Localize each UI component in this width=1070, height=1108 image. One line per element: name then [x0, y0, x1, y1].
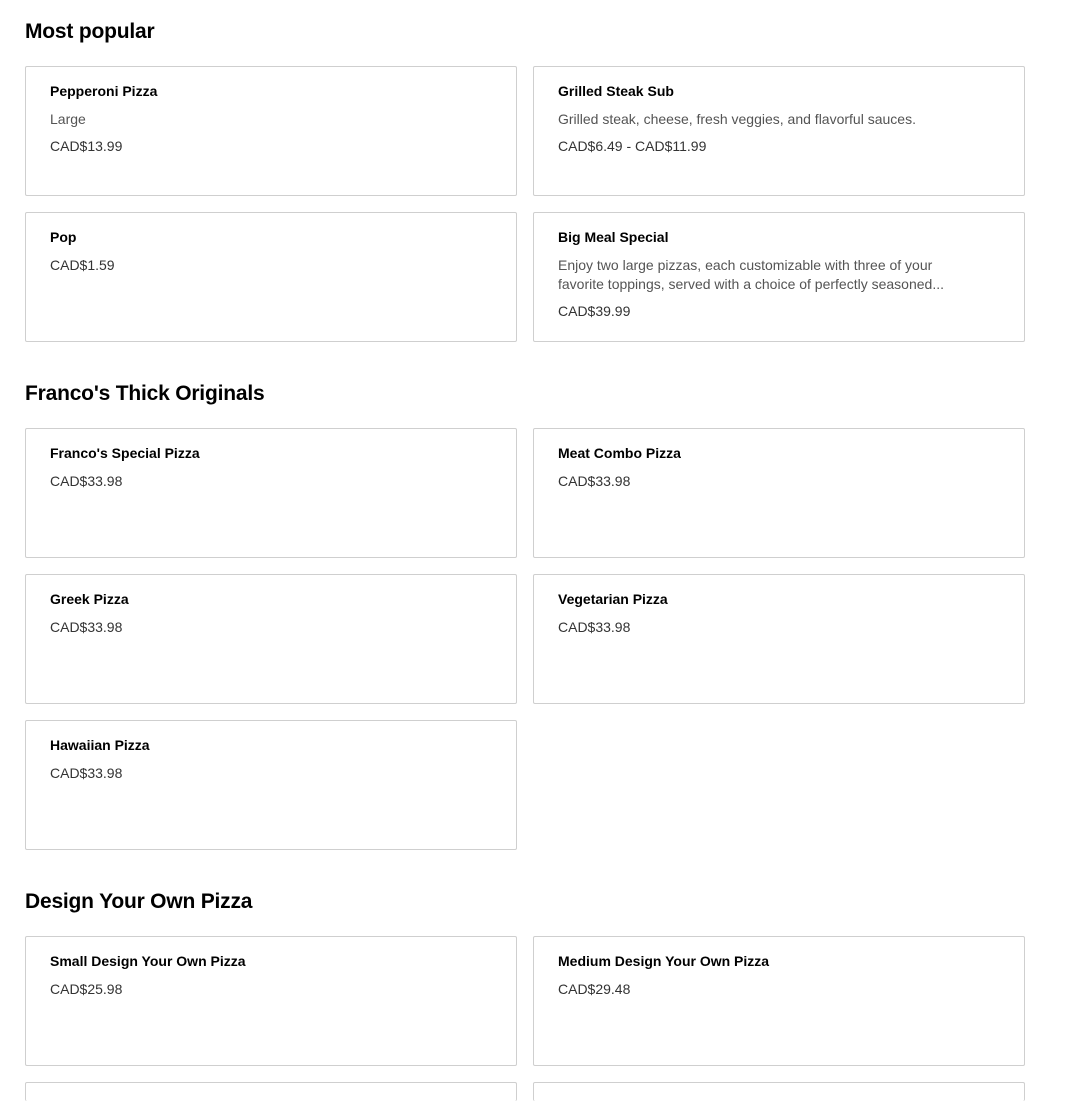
menu-item-name: Meat Combo Pizza [558, 445, 681, 461]
menu-item-card[interactable] [533, 574, 1025, 704]
menu-item-description: Enjoy two large pizzas, each customizable with three of your favorite toppings, served with a choice of perfectly seasoned... [558, 257, 944, 292]
menu-item-card-partial[interactable] [533, 1082, 1025, 1101]
menu-item-name: Small Design Your Own Pizza [50, 953, 246, 969]
menu-item-card[interactable] [25, 936, 517, 1066]
section-title-design-your-own-pizza: Design Your Own Pizza [25, 890, 253, 913]
menu-item-price: CAD$6.49 - CAD$11.99 [558, 138, 707, 154]
menu-item-card[interactable] [25, 428, 517, 558]
menu-item-card[interactable] [533, 936, 1025, 1066]
menu-item-name: Big Meal Special [558, 229, 669, 245]
menu-item-price: CAD$33.98 [50, 473, 123, 489]
menu-item-card[interactable] [25, 574, 517, 704]
menu-item-price: CAD$39.99 [558, 303, 631, 319]
menu-item-name: Vegetarian Pizza [558, 591, 668, 607]
menu-item-price: CAD$29.48 [558, 981, 631, 997]
menu-item-price: CAD$33.98 [558, 619, 631, 635]
menu-item-name: Medium Design Your Own Pizza [558, 953, 770, 969]
menu-item-name: Pepperoni Pizza [50, 83, 158, 99]
menu-item-price: CAD$13.99 [50, 138, 123, 154]
menu-item-card[interactable] [25, 66, 517, 196]
menu-item-card[interactable] [533, 66, 1025, 196]
menu-item-price: CAD$25.98 [50, 981, 123, 997]
menu-item-description: Large [50, 111, 86, 127]
section-title-most-popular: Most popular [25, 20, 155, 43]
menu-item-card-partial[interactable] [25, 1082, 517, 1101]
menu-item-price: CAD$33.98 [50, 765, 123, 781]
menu-item-price: CAD$33.98 [50, 619, 123, 635]
menu-item-description: Grilled steak, cheese, fresh veggies, and flavorful sauces. [558, 111, 916, 127]
menu-item-card[interactable] [533, 212, 1025, 342]
menu-item-card[interactable] [533, 428, 1025, 558]
menu-item-name: Franco's Special Pizza [50, 445, 200, 461]
menu-item-price: CAD$1.59 [50, 257, 115, 273]
menu-item-name: Pop [50, 229, 77, 245]
menu-item-name: Grilled Steak Sub [558, 83, 674, 99]
section-title-francos-thick-originals: Franco's Thick Originals [25, 382, 265, 405]
menu-item-name: Greek Pizza [50, 591, 129, 607]
menu-item-card[interactable] [25, 212, 517, 342]
menu-item-price: CAD$33.98 [558, 473, 631, 489]
menu-item-card[interactable] [25, 720, 517, 850]
menu-item-name: Hawaiian Pizza [50, 737, 150, 753]
